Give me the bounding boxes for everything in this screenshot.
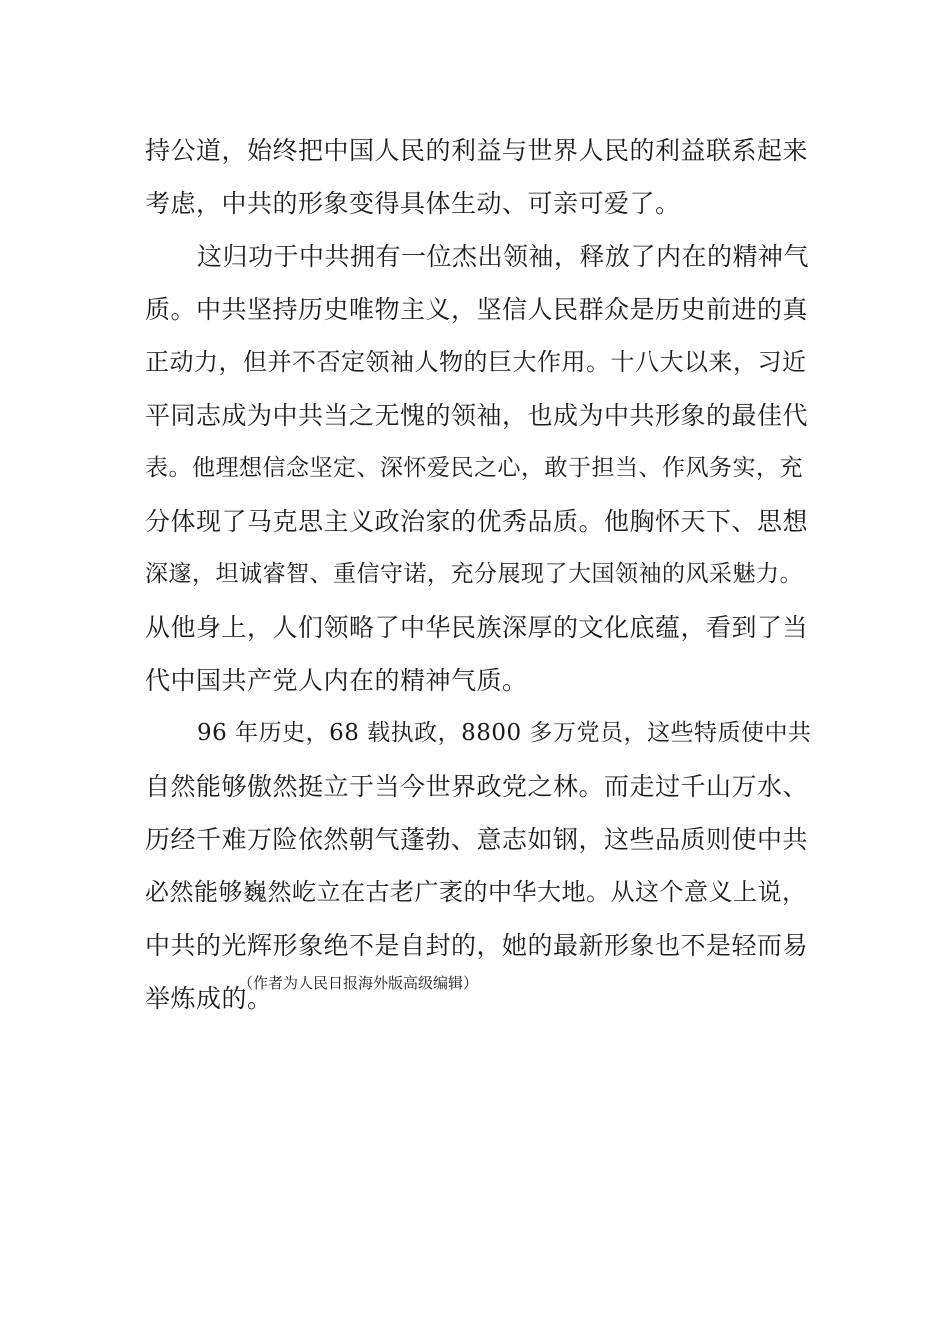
text-line: 深邃，坦诚睿智、重信守诺，充分展现了大国领袖的风采魅力。	[145, 561, 803, 587]
text-line: 代中国共产党人内在的精神气质。	[145, 666, 528, 695]
paragraph-start-line: 96 年历史，68 载执政，8800 多万党员，这些特质使中共	[197, 720, 812, 746]
text-line: 正动力，但并不否定领袖人物的巨大作用。十八大以来，习近	[145, 348, 807, 376]
author-byline: （作者为人民日报海外版高级编辑）	[238, 974, 479, 992]
text-line: 持公道，始终把中国人民的利益与世界人民的利益联系起来	[145, 136, 809, 165]
text-line: 平同志成为中共当之无愧的领袖，也成为中共形象的最佳代	[145, 401, 809, 430]
text-line: 质。中共坚持历史唯物主义，坚信人民群众是历史前进的真	[145, 295, 809, 324]
text-line: 举炼成的。	[145, 984, 273, 1013]
text-line: 自然能够傲然挺立于当今世界政党之林。而走过千山万水、	[145, 772, 809, 801]
text-line: 中共的光辉形象绝不是自封的，她的最新形象也不是轻而易	[145, 931, 809, 960]
text-line: 分体现了马克思主义政治家的优秀品质。他胸怀天下、思想	[145, 507, 809, 536]
paragraph-start-line: 这归功于中共拥有一位杰出领袖，释放了内在的精神气	[197, 242, 810, 271]
text-line: 考虑，中共的形象变得具体生动、可亲可爱了。	[145, 189, 681, 218]
text-line: 历经千难万险依然朝气蓬勃、意志如钢，这些品质则使中共	[145, 825, 809, 854]
text-line: 表。他理想信念坚定、深怀爱民之心，敢于担当、作风务实，充	[145, 455, 803, 481]
article-body	[145, 124, 815, 1025]
text-line: 从他身上，人们领略了中华民族深厚的文化底蕴，看到了当	[145, 613, 809, 642]
text-line: 必然能够巍然屹立在古老广袤的中华大地。从这个意义上说，	[145, 878, 807, 906]
